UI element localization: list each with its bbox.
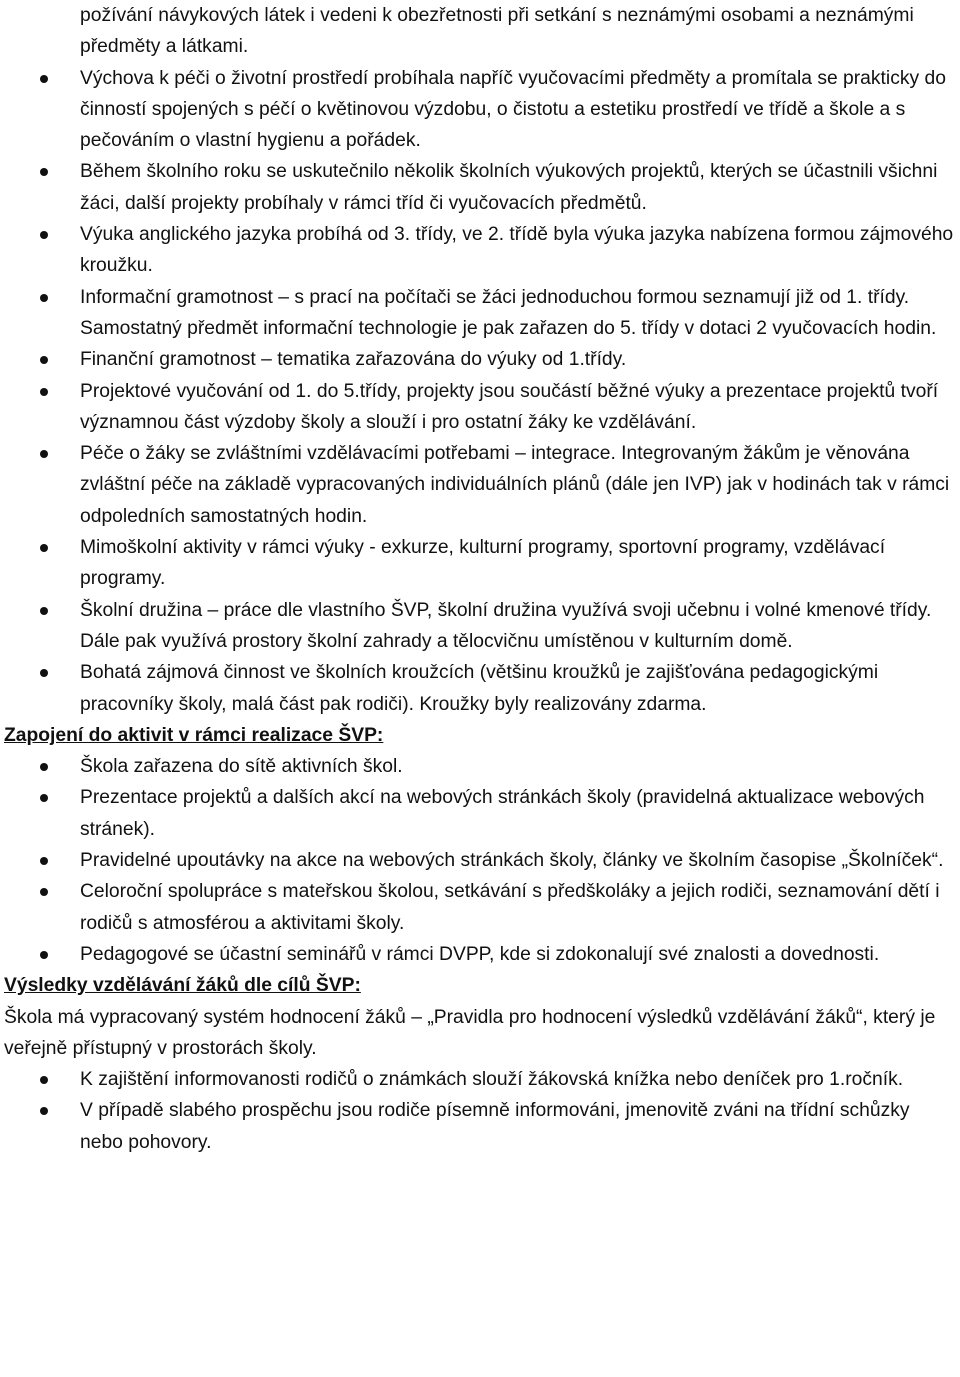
list-item: Školní družina – práce dle vlastního ŠVP, školní družina využívá svoji učebnu i volné kmenové třídy. Dále pak využívá prostory školní zahrady a tělocvičnu umístěnou v kulturním domě. bbox=[0, 595, 960, 658]
intro-continuation: požívání návykových látek i vedeni k obezřetnosti při setkání s neznámými osobami a neznámými předměty a látkami. bbox=[80, 5, 914, 58]
list-item: Výuka anglického jazyka probíhá od 3. třídy, ve 2. třídě byla výuka jazyka nabízena formou zájmového kroužku. bbox=[0, 219, 960, 282]
bullet-icon bbox=[40, 1107, 48, 1115]
list-item: Péče o žáky se zvláštními vzdělávacími potřebami – integrace. Integrovaným žákům je věnována zvláštní péče na základě vypracovaných individuálních plánů (dále jen IVP) jak v hodinách tak v rámci odpoledních samostatných hodin. bbox=[0, 438, 960, 532]
activities-list bbox=[0, 63, 960, 720]
bullet-icon bbox=[40, 888, 48, 896]
bullet-icon bbox=[40, 544, 48, 552]
bullet-icon bbox=[40, 763, 48, 771]
list-item: K zajištění informovanosti rodičů o známkách slouží žákovská knížka nebo deníček pro 1.ročník. bbox=[0, 1064, 960, 1095]
section-heading-results: Výsledky vzdělávání žáků dle cílů ŠVP: bbox=[4, 975, 361, 997]
list-item: V případě slabého prospěchu jsou rodiče písemně informováni, jmenovitě zváni na třídní schůzky nebo pohovory. bbox=[0, 1095, 960, 1158]
list-item: Informační gramotnost – s prací na počítači se žáci jednoduchou formou seznamují již od 1. třídy. Samostatný předmět informační technologie je pak zařazen do 5. třídy v dotaci 2 vyučovacích hodin. bbox=[0, 282, 960, 345]
bullet-icon bbox=[40, 231, 48, 239]
bullet-icon bbox=[40, 857, 48, 865]
bullet-icon bbox=[40, 356, 48, 364]
bullet-icon bbox=[40, 1076, 48, 1084]
results-list bbox=[0, 1064, 960, 1158]
bullet-icon bbox=[40, 951, 48, 959]
list-item: Během školního roku se uskutečnilo několik školních výukových projektů, kterých se účastnili všichni žáci, další projekty probíhaly v rámci tříd či vyučovacích předmětů. bbox=[0, 156, 960, 219]
list-item: Mimoškolní aktivity v rámci výuky - exkurze, kulturní programy, sportovní programy, vzdělávací programy. bbox=[0, 532, 960, 595]
list-item: Pedagogové se účastní seminářů v rámci DVPP, kde si zdokonalují své znalosti a dovednosti. bbox=[0, 939, 960, 970]
results-paragraph: Škola má vypracovaný systém hodnocení žáků – „Pravidla pro hodnocení výsledků vzdělávání žáků“, který je veřejně přístupný v prostorách školy. bbox=[4, 1006, 936, 1059]
bullet-icon bbox=[40, 450, 48, 458]
bullet-icon bbox=[40, 168, 48, 176]
involvement-list bbox=[0, 751, 960, 970]
list-item: Celoroční spolupráce s mateřskou školou, setkávání s předškoláky a jejich rodiči, seznamování dětí i rodičů s atmosférou a aktivitami školy. bbox=[0, 876, 960, 939]
list-item: Škola zařazena do sítě aktivních škol. bbox=[0, 751, 960, 782]
bullet-icon bbox=[40, 388, 48, 396]
bullet-icon bbox=[40, 794, 48, 802]
section-heading-involvement: Zapojení do aktivit v rámci realizace ŠVP: bbox=[4, 724, 384, 746]
list-item: Projektové vyučování od 1. do 5.třídy, projekty jsou součástí běžné výuky a prezentace projektů tvoří významnou část výzdoby školy a slouží i pro ostatní žáky ke vzdělávání. bbox=[0, 376, 960, 439]
bullet-icon bbox=[40, 607, 48, 615]
list-item: Prezentace projektů a dalších akcí na webových stránkách školy (pravidelná aktualizace webových stránek). bbox=[0, 782, 960, 845]
bullet-icon bbox=[40, 294, 48, 302]
list-item: Pravidelné upoutávky na akce na webových stránkách školy, články ve školním časopise „Školníček“. bbox=[0, 845, 960, 876]
list-item: Výchova k péči o životní prostředí probíhala napříč vyučovacími předměty a promítala se prakticky do činností spojených s péčí o květinovou výzdobu, o čistotu a estetiku prostředí ve třídě a škole a s pečováním o vlastní hygienu a pořádek. bbox=[0, 63, 960, 157]
bullet-icon bbox=[40, 75, 48, 83]
list-item: Bohatá zájmová činnost ve školních kroužcích (většinu kroužků je zajišťována pedagogickými pracovníky školy, malá část pak rodiči). Kroužky byly realizovány zdarma. bbox=[0, 657, 960, 720]
bullet-icon bbox=[40, 669, 48, 677]
list-item: Finanční gramotnost – tematika zařazována do výuky od 1.třídy. bbox=[0, 344, 960, 375]
